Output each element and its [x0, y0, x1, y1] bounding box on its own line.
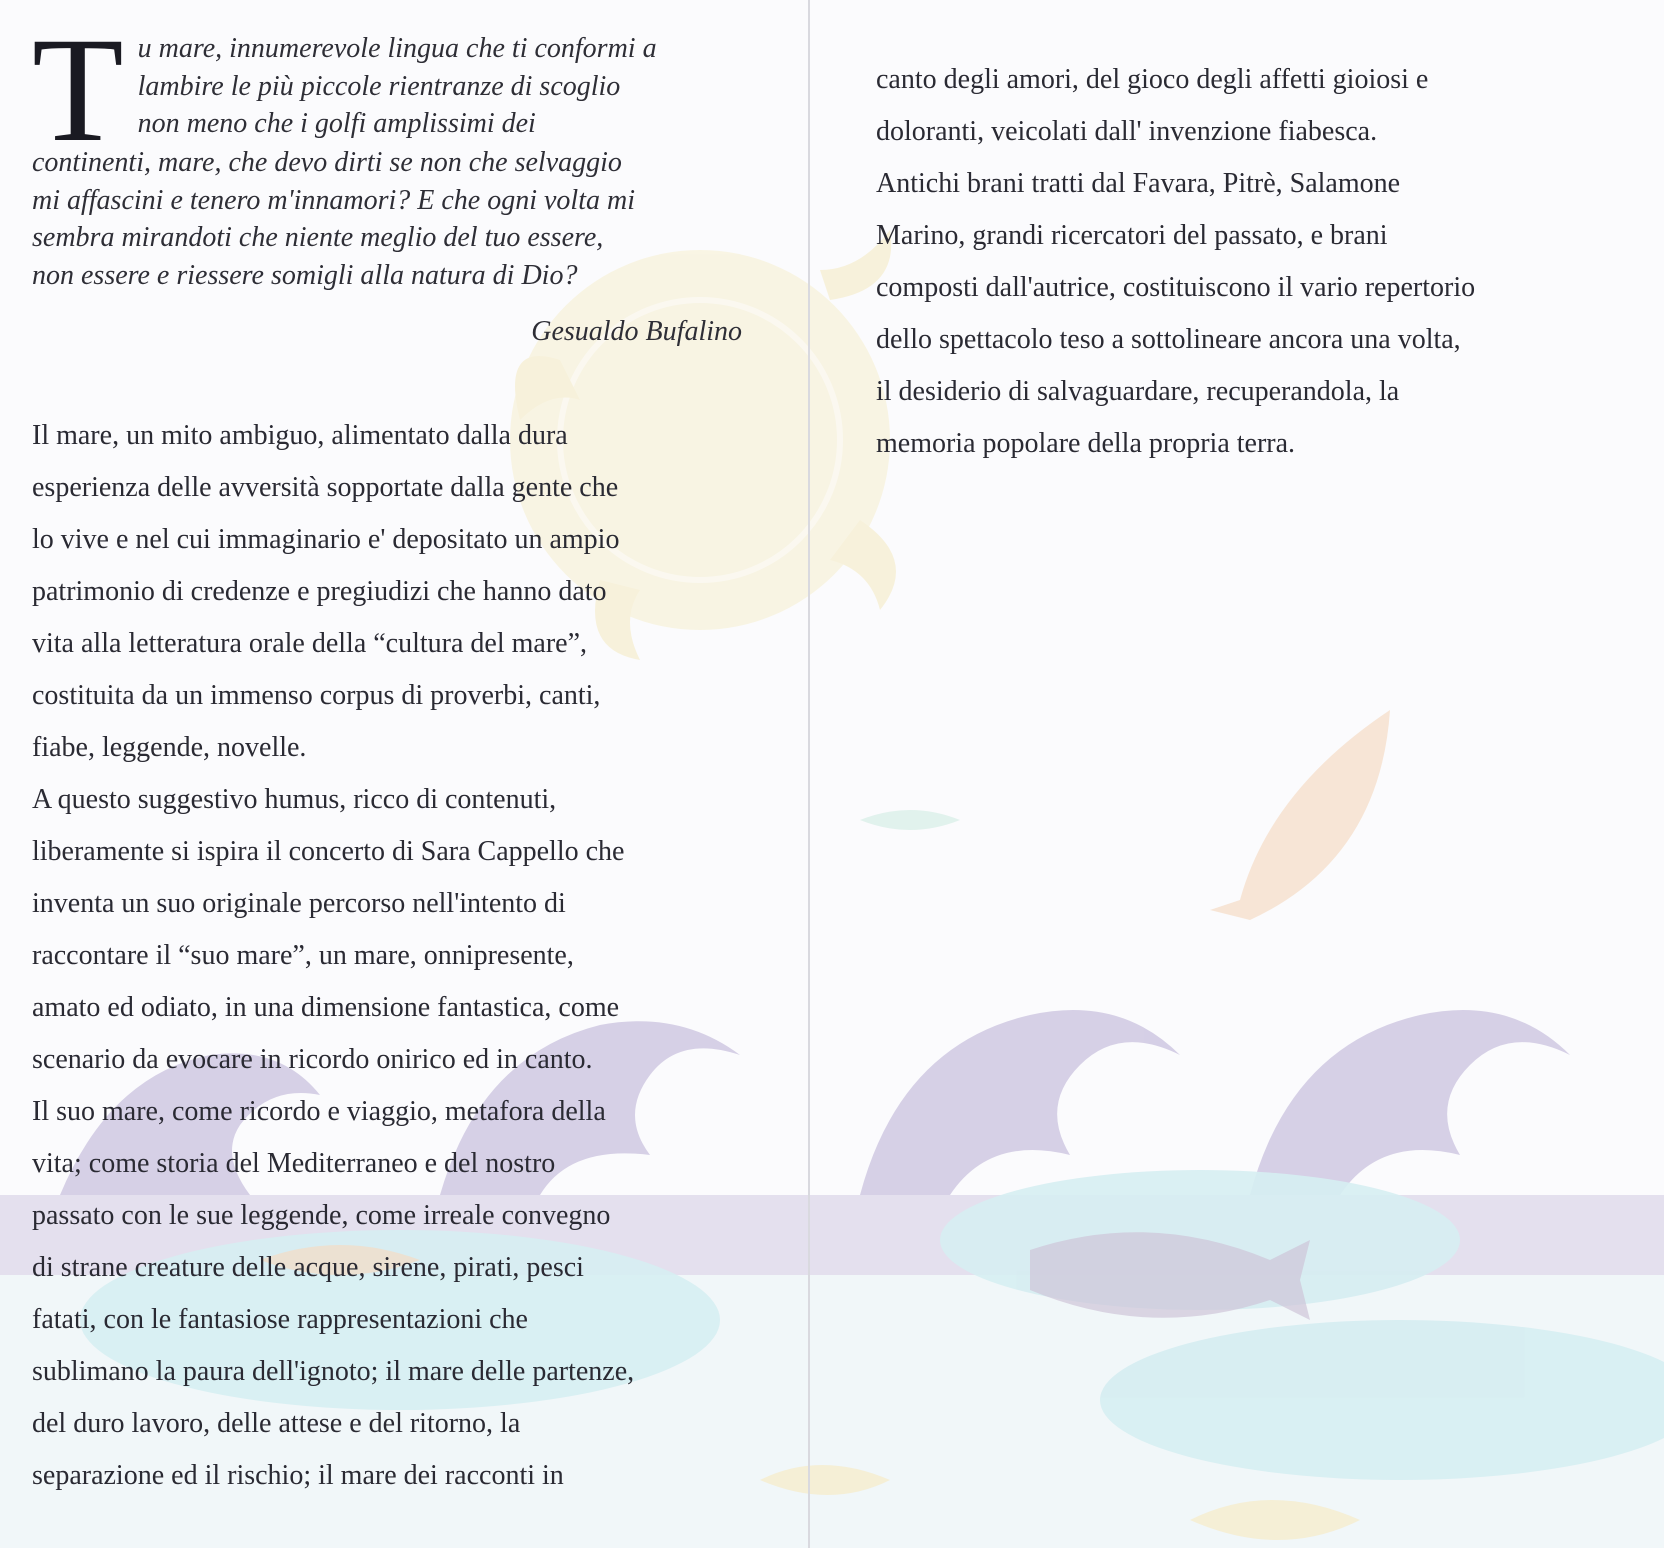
text-line: lo vive e nel cui immaginario e' depositato un ampio	[32, 524, 620, 555]
text-line: inventa un suo originale percorso nell'intento di	[32, 888, 566, 919]
text-line: di strane creature delle acque, sirene, pirati, pesci	[32, 1252, 584, 1283]
epigraph-quote	[32, 7, 772, 294]
page-fold	[808, 0, 810, 1548]
text-line: fatati, con le fantasiose rappresentazioni che	[32, 1304, 528, 1335]
text-line: canto degli amori, del gioco degli affetti gioiosi e	[876, 64, 1429, 95]
quote-line: non meno che i golfi amplissimi dei	[137, 108, 536, 139]
quote-line: mi affascini e tenero m'innamori? E che ogni volta mi	[32, 184, 635, 216]
text-line: vita alla letteratura orale della “cultura del mare”,	[32, 628, 588, 659]
text-line: sublimano la paura dell'ignoto; il mare delle partenze,	[32, 1356, 635, 1387]
text-line: Il mare, un mito ambiguo, alimentato dalla dura	[32, 420, 568, 451]
text-line: del duro lavoro, delle attese e del ritorno, la	[32, 1408, 521, 1439]
paragraph	[32, 774, 772, 1086]
drop-cap: T	[32, 7, 124, 173]
text-line: costituita da un immenso corpus di proverbi, canti,	[32, 680, 601, 711]
quote-author: Gesualdo Bufalino	[531, 316, 742, 347]
text-line: dello spettacolo teso a sottolineare ancora una volta,	[876, 324, 1461, 355]
text-line: doloranti, veicolati dall' invenzione fiabesca.	[876, 116, 1378, 147]
quote-line: u mare, innumerevole lingua che ti conformi a	[137, 33, 657, 64]
quote-rest-lines	[32, 144, 772, 294]
text-line: Marino, grandi ricercatori del passato, e brani	[876, 220, 1388, 251]
text-line: vita; come storia del Mediterraneo e del nostro	[32, 1148, 556, 1179]
text-line: Antichi brani tratti dal Favara, Pitrè, Salamone	[876, 168, 1401, 199]
text-line: esperienza delle avversità sopportate dalla gente che	[32, 472, 619, 503]
paragraph	[32, 410, 772, 774]
text-line: A questo suggestivo humus, ricco di contenuti,	[32, 784, 557, 815]
right-page	[876, 54, 1636, 470]
quote-line: lambire le più piccole rientranze di scoglio	[137, 70, 621, 102]
text-line: passato con le sue leggende, come irreale convegno	[32, 1200, 611, 1231]
paragraph	[32, 1086, 772, 1502]
left-page	[32, 7, 772, 1502]
text-line: composti dall'autrice, costituiscono il vario repertorio	[876, 272, 1476, 303]
text-line: il desiderio di salvaguardare, recuperandola, la	[876, 376, 1400, 407]
paragraph	[876, 54, 1636, 158]
quote-line: continenti, mare, che devo dirti se non che selvaggio	[32, 147, 622, 178]
text-line: memoria popolare della propria terra.	[876, 428, 1296, 459]
text-line: fiabe, leggende, novelle.	[32, 732, 307, 763]
paragraph	[876, 158, 1636, 470]
text-line: amato ed odiato, in una dimensione fantastica, come	[32, 992, 620, 1023]
text-line: Il suo mare, come ricordo e viaggio, metafora della	[32, 1096, 606, 1127]
left-body-text	[32, 410, 772, 1502]
text-line: patrimonio di credenze e pregiudizi che hanno dato	[32, 576, 607, 607]
text-line: scenario da evocare in ricordo onirico ed in canto.	[32, 1044, 593, 1075]
quote-line: sembra mirandoti che niente meglio del tuo essere,	[32, 222, 604, 253]
text-line: raccontare il “suo mare”, un mare, onnipresente,	[32, 940, 574, 971]
text-line: liberamente si ispira il concerto di Sara Cappello che	[32, 836, 625, 867]
quote-line: non essere e riessere somigli alla natura di Dio?	[32, 259, 578, 291]
text-line: separazione ed il rischio; il mare dei racconti in	[32, 1460, 564, 1491]
